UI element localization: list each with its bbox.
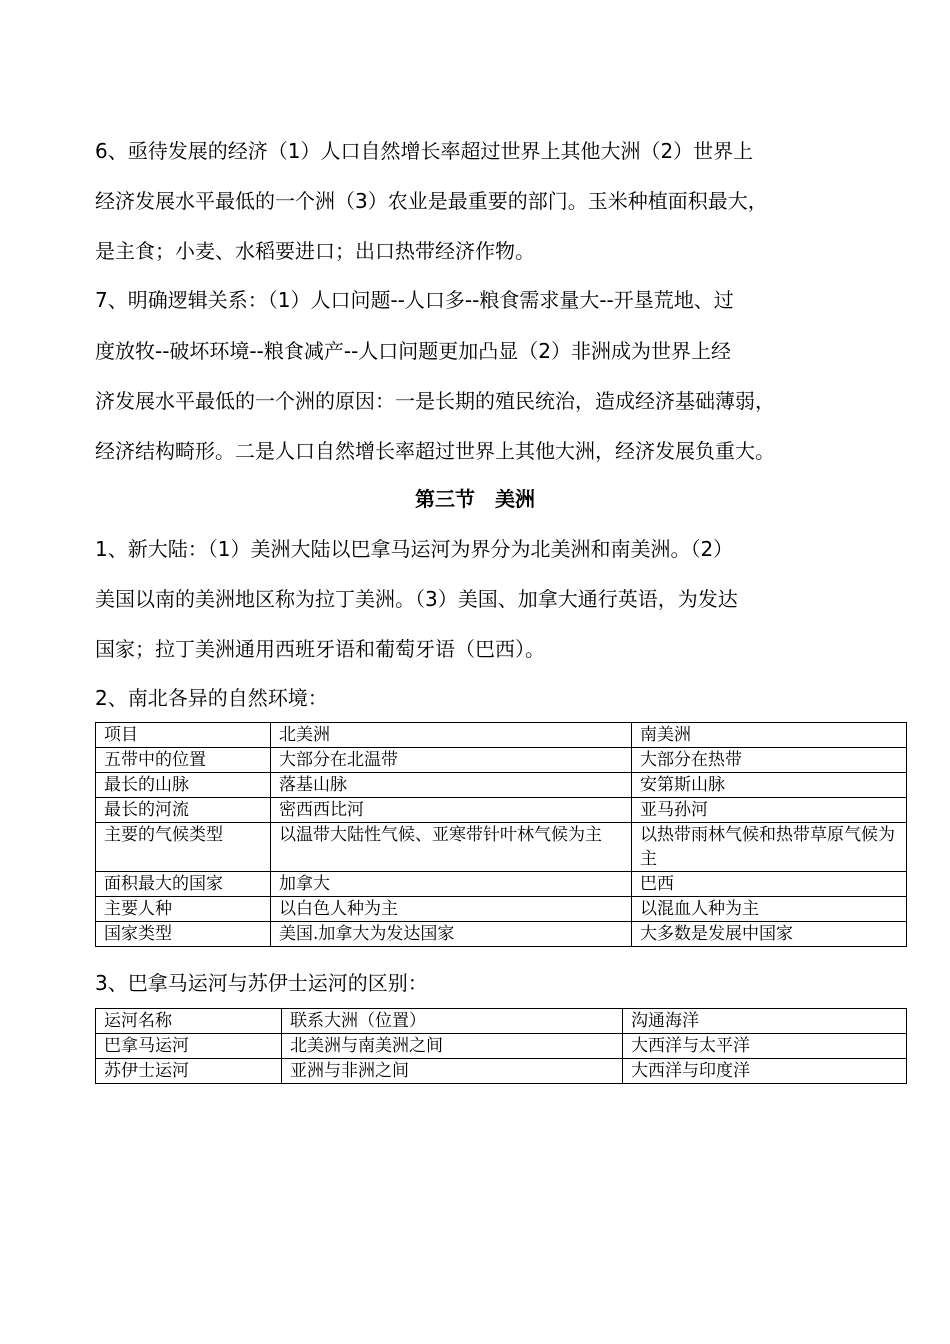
table-header-cell: 项目 <box>96 723 271 748</box>
table-cell: 苏伊士运河 <box>96 1059 282 1084</box>
table-cell: 巴西 <box>632 872 907 897</box>
table-cell: 加拿大 <box>271 872 632 897</box>
table-header-row <box>96 723 907 748</box>
paragraph-6-line-2: 经济发展水平最低的一个洲（3）农业是最重要的部门。玉米种植面积最大， <box>95 189 768 213</box>
table-row <box>96 922 907 947</box>
table-cell: 最长的山脉 <box>96 773 271 798</box>
table-row <box>96 798 907 823</box>
table-cell: 亚洲与非洲之间 <box>282 1059 623 1084</box>
table-cell: 大部分在北温带 <box>271 748 632 773</box>
paragraph-6-line-3: 是主食；小麦、水稻要进口；出口热带经济作物。 <box>95 239 535 263</box>
canal-comparison-table <box>95 1008 907 1084</box>
table-cell: 大西洋与太平洋 <box>623 1034 907 1059</box>
table-cell: 大部分在热带 <box>632 748 907 773</box>
paragraph-6-line-1: 6、亟待发展的经济（1）人口自然增长率超过世界上其他大洲（2）世界上 <box>95 139 754 163</box>
table-cell: 主要人种 <box>96 897 271 922</box>
section-paragraph-2-title: 2、南北各异的自然环境： <box>95 686 328 710</box>
table-cell: 亚马孙河 <box>632 798 907 823</box>
paragraph-7-line-1: 7、明确逻辑关系：（1）人口问题--人口多--粮食需求量大--开垦荒地、过 <box>95 288 734 312</box>
table-header-cell: 沟通海洋 <box>623 1009 907 1034</box>
table-cell: 大西洋与印度洋 <box>623 1059 907 1084</box>
table-cell: 北美洲与南美洲之间 <box>282 1034 623 1059</box>
table-cell: 五带中的位置 <box>96 748 271 773</box>
table-header-row <box>96 1009 907 1034</box>
natural-environment-table <box>95 722 907 947</box>
table-cell: 安第斯山脉 <box>632 773 907 798</box>
table-cell: 落基山脉 <box>271 773 632 798</box>
table-row <box>96 823 907 872</box>
table-row <box>96 1059 907 1084</box>
section-paragraph-3-title: 3、巴拿马运河与苏伊士运河的区别： <box>95 971 428 995</box>
paragraph-7-line-2: 度放牧--破坏环境--粮食减产--人口问题更加凸显（2）非洲成为世界上经 <box>95 339 732 363</box>
table-cell: 主要的气候类型 <box>96 823 271 872</box>
table-row <box>96 872 907 897</box>
table-header-cell: 南美洲 <box>632 723 907 748</box>
table-row <box>96 1034 907 1059</box>
table-header-cell: 运河名称 <box>96 1009 282 1034</box>
table-row <box>96 748 907 773</box>
paragraph-7-line-4: 经济结构畸形。二是人口自然增长率超过世界上其他大洲，经济发展负重大。 <box>95 439 775 463</box>
table-cell: 以白色人种为主 <box>271 897 632 922</box>
table-cell: 巴拿马运河 <box>96 1034 282 1059</box>
table-cell: 面积最大的国家 <box>96 872 271 897</box>
table-header-cell: 联系大洲（位置） <box>282 1009 623 1034</box>
table-cell: 大多数是发展中国家 <box>632 922 907 947</box>
table-cell: 以温带大陆性气候、亚寒带针叶林气候为主 <box>271 823 632 872</box>
table-cell: 以混血人种为主 <box>632 897 907 922</box>
section-paragraph-1-line-3: 国家；拉丁美洲通用西班牙语和葡萄牙语（巴西）。 <box>95 637 545 661</box>
table-header-cell: 北美洲 <box>271 723 632 748</box>
table-cell: 美国.加拿大为发达国家 <box>271 922 632 947</box>
table-cell: 以热带雨林气候和热带草原气候为主 <box>632 823 907 872</box>
section-paragraph-1-line-1: 1、新大陆：（1）美洲大陆以巴拿马运河为界分为北美洲和南美洲。（2） <box>95 537 734 561</box>
table-row <box>96 897 907 922</box>
table-row <box>96 773 907 798</box>
paragraph-7-line-3: 济发展水平最低的一个洲的原因：一是长期的殖民统治，造成经济基础薄弱， <box>95 389 775 413</box>
table-cell: 最长的河流 <box>96 798 271 823</box>
table-cell: 密西西比河 <box>271 798 632 823</box>
section-paragraph-1-line-2: 美国以南的美洲地区称为拉丁美洲。（3）美国、加拿大通行英语，为发达 <box>95 587 738 611</box>
section-heading: 第三节 美洲 <box>415 487 535 511</box>
table-cell: 国家类型 <box>96 922 271 947</box>
